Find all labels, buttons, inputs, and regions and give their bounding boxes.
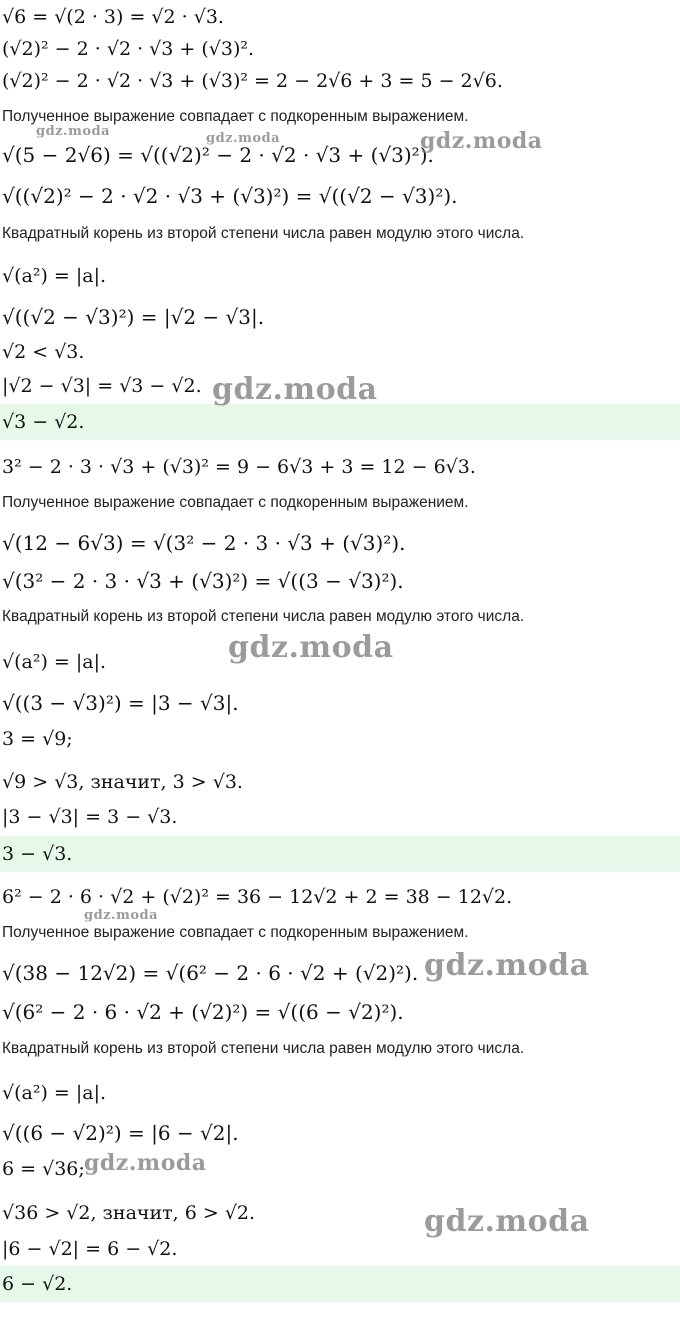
math-line: √(a²) = |a|. xyxy=(2,265,107,287)
watermark: gdz.moda xyxy=(84,908,159,923)
math-line: √2 < √3. xyxy=(2,341,85,363)
math-line: √((3 − √3)²) = |3 − √3|. xyxy=(2,691,239,715)
math-line: √(5 − 2√6) = √((√2)² − 2 · √2 · √3 + (√3)²). xyxy=(2,143,434,167)
text-line: Квадратный корень из второй степени числа равен модулю этого числа. xyxy=(2,1040,525,1057)
math-line: √(a²) = |a|. xyxy=(2,651,107,673)
math-line: 3² − 2 · 3 · √3 + (√3)² = 9 − 6√3 + 3 = 12 − 6√3. xyxy=(2,456,476,478)
watermark: gdz.moda xyxy=(36,124,111,139)
math-line: (√2)² − 2 · √2 · √3 + (√3)². xyxy=(2,38,255,60)
math-line: √36 > √2, значит, 6 > √2. xyxy=(2,1202,256,1224)
math-line: √((6 − √2)²) = |6 − √2|. xyxy=(2,1121,239,1145)
math-line: √(6² − 2 · 6 · √2 + (√2)²) = √((6 − √2)²). xyxy=(2,1000,404,1024)
answer-line: 6 − √2. xyxy=(0,1266,680,1302)
text-line: Полученное выражение совпадает с подкоренным выражением. xyxy=(2,108,469,125)
math-line: |6 − √2| = 6 − √2. xyxy=(2,1238,178,1260)
math-line: √(38 − 12√2) = √(6² − 2 · 6 · √2 + (√2)²). xyxy=(2,961,419,985)
text-line: Квадратный корень из второй степени числа равен модулю этого числа. xyxy=(2,608,525,625)
watermark: gdz.moda xyxy=(424,948,590,983)
text-line: Квадратный корень из второй степени числа равен модулю этого числа. xyxy=(2,225,525,242)
math-line: 6² − 2 · 6 · √2 + (√2)² = 36 − 12√2 + 2 = 38 − 12√2. xyxy=(2,886,513,908)
math-line: √(3² − 2 · 3 · √3 + (√3)²) = √((3 − √3)²). xyxy=(2,569,404,593)
math-line: √6 = √(2 · 3) = √2 · √3. xyxy=(2,6,224,28)
math-line: √9 > √3, значит, 3 > √3. xyxy=(2,771,243,793)
math-line: √(12 − 6√3) = √(3² − 2 · 3 · √3 + (√3)²). xyxy=(2,531,406,555)
watermark: gdz.moda xyxy=(84,1150,207,1176)
math-line: |3 − √3| = 3 − √3. xyxy=(2,806,178,828)
math-line: (√2)² − 2 · √2 · √3 + (√3)² = 2 − 2√6 + 3 = 5 − 2√6. xyxy=(2,70,503,92)
watermark: gdz.moda xyxy=(206,131,281,146)
watermark: gdz.moda xyxy=(228,630,394,665)
math-line: √(a²) = |a|. xyxy=(2,1082,107,1104)
watermark: gdz.moda xyxy=(212,372,378,407)
math-line: |√2 − √3| = √3 − √2. xyxy=(2,375,202,397)
answer-line: √3 − √2. xyxy=(0,404,680,440)
math-line: √((√2)² − 2 · √2 · √3 + (√3)²) = √((√2 − √3)²). xyxy=(2,184,458,208)
text-line: Полученное выражение совпадает с подкоренным выражением. xyxy=(2,494,469,511)
math-line: √((√2 − √3)²) = |√2 − √3|. xyxy=(2,305,265,329)
math-line: 3 = √9; xyxy=(2,728,73,750)
text-line: Полученное выражение совпадает с подкоренным выражением. xyxy=(2,924,469,941)
math-line: 6 = √36; xyxy=(2,1158,85,1180)
watermark: gdz.moda xyxy=(420,128,543,154)
watermark: gdz.moda xyxy=(424,1204,590,1239)
answer-line: 3 − √3. xyxy=(0,836,680,872)
